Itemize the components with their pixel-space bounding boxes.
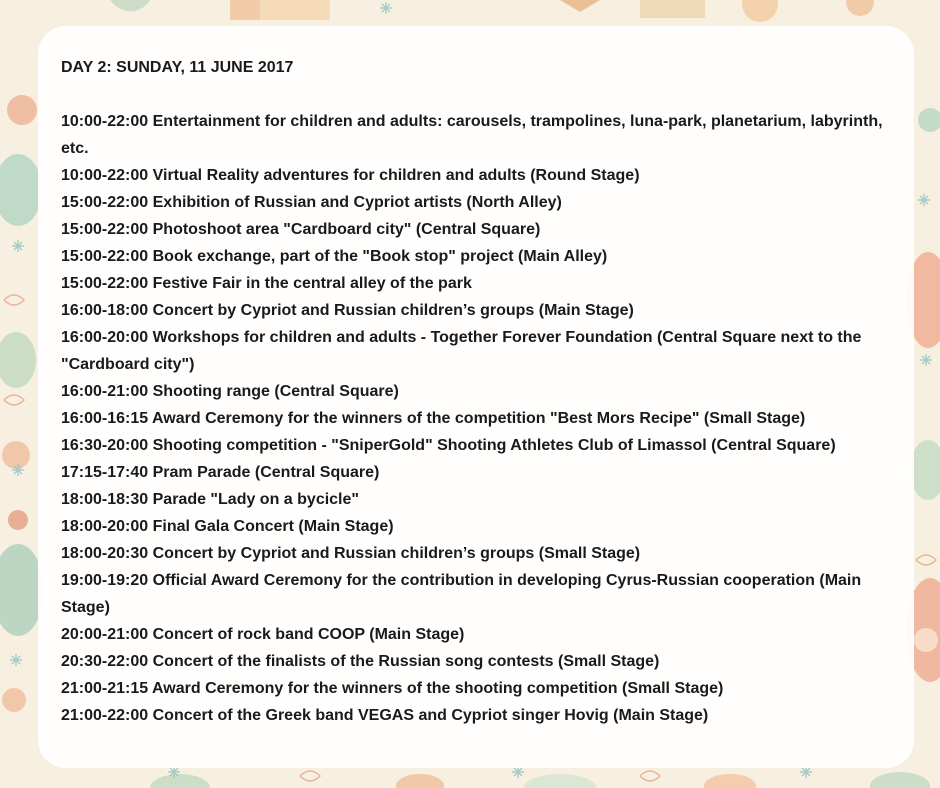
schedule-item: 16:00-20:00 Workshops for children and adults - Together Forever Foundation (Central Square next to the "Cardboard city") — [61, 329, 862, 373]
schedule-item: 15:00-22:00 Photoshoot area "Cardboard city" (Central Square) — [61, 221, 541, 238]
schedule-list — [61, 108, 891, 729]
schedule-item: 18:00-20:00 Final Gala Concert (Main Stage) — [61, 518, 394, 535]
schedule-item: 21:00-21:15 Award Ceremony for the winners of the shooting competition (Small Stage) — [61, 680, 724, 697]
schedule-item: 10:00-22:00 Entertainment for children and adults: carousels, trampolines, luna-park, planetarium, labyrinth, etc. — [61, 113, 883, 157]
schedule-item: 10:00-22:00 Virtual Reality adventures for children and adults (Round Stage) — [61, 167, 640, 184]
schedule-item: 17:15-17:40 Pram Parade (Central Square) — [61, 464, 380, 481]
spacer — [61, 81, 891, 108]
schedule-item: 15:00-22:00 Book exchange, part of the "Book stop" project (Main Alley) — [61, 248, 608, 265]
schedule-item: 16:00-21:00 Shooting range (Central Square) — [61, 383, 399, 400]
schedule-item: 16:00-16:15 Award Ceremony for the winners of the competition "Best Mors Recipe" (Small Stage) — [61, 410, 806, 427]
schedule-item: 15:00-22:00 Exhibition of Russian and Cypriot artists (North Alley) — [61, 194, 562, 211]
schedule-item: 16:00-18:00 Concert by Cypriot and Russian children’s groups (Main Stage) — [61, 302, 634, 319]
schedule-item: 19:00-19:20 Official Award Ceremony for the contribution in developing Cyrus-Russian cooperation (Main Stage) — [61, 572, 862, 616]
schedule-item: 20:00-21:00 Concert of rock band COOP (Main Stage) — [61, 626, 465, 643]
schedule-content — [61, 54, 891, 729]
schedule-item: 16:30-20:00 Shooting competition - "SniperGold" Shooting Athletes Club of Limassol (Central Square) — [61, 437, 836, 454]
schedule-item: 18:00-20:30 Concert by Cypriot and Russian children’s groups (Small Stage) — [61, 545, 641, 562]
schedule-item: 15:00-22:00 Festive Fair in the central alley of the park — [61, 275, 472, 292]
schedule-item: 20:30-22:00 Concert of the finalists of the Russian song contests (Small Stage) — [61, 653, 660, 670]
day-heading: DAY 2: SUNDAY, 11 JUNE 2017 — [61, 59, 294, 76]
schedule-item: 21:00-22:00 Concert of the Greek band VEGAS and Cypriot singer Hovig (Main Stage) — [61, 707, 709, 724]
schedule-item: 18:00-18:30 Parade "Lady on a bycicle" — [61, 491, 359, 508]
